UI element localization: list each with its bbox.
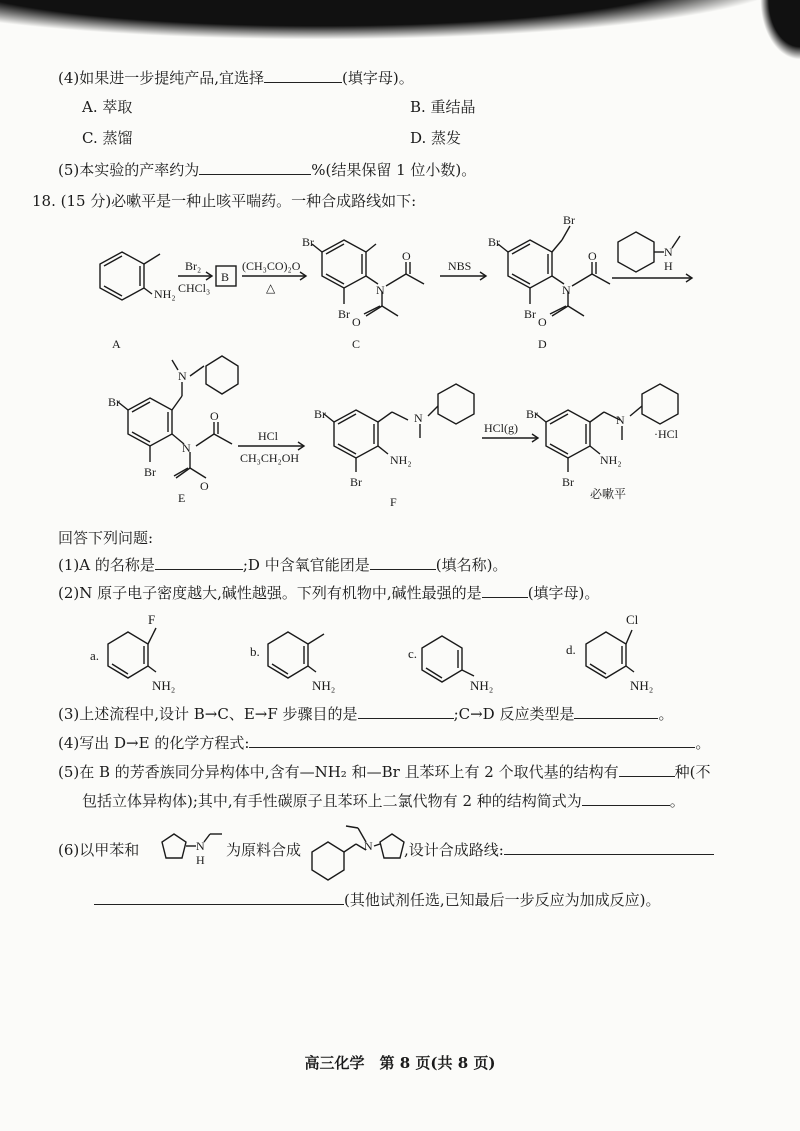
e-o-bottom: O [200, 479, 209, 493]
reagent-acetic-anhydride: (CH₃CO)₂O [242, 259, 301, 273]
reagent-amine-n: N [664, 245, 673, 259]
label-c: C [352, 337, 361, 351]
page-footer: 高三化学 第 8 页(共 8 页) [304, 1054, 496, 1072]
choice-c-nh2: NH₂ [470, 678, 494, 693]
reagent-br2: Br₂ [185, 259, 202, 273]
p6-target-structure [312, 826, 404, 880]
p-n: N [616, 413, 625, 427]
q18-part6-a: (6)以甲苯和 [58, 841, 140, 859]
e-amine-n: N [178, 369, 187, 383]
intermediate-b: B [221, 270, 230, 284]
reagent-nbs: NBS [448, 259, 472, 273]
choice-a-sub: F [148, 612, 156, 627]
reagent-amine-h: H [664, 259, 673, 273]
d-br-side: Br [563, 213, 575, 227]
choice-a-label: a. [90, 648, 100, 663]
p6-reactant-amine [162, 834, 222, 858]
choice-b-label: b. [250, 644, 260, 659]
label-e: E [178, 491, 186, 505]
reagent-ethanol: CH₃CH₂OH [240, 451, 300, 465]
reagent-chcl3: CHCl₃ [178, 281, 211, 295]
e-n: N [182, 441, 191, 455]
p6-target-n: N [364, 839, 373, 853]
reagent-hcl: HCl [258, 429, 279, 443]
q18-part6-line2: (其他试剂任选,已知最后一步反应为加成反应)。 [94, 890, 660, 910]
c-o-bottom: O [352, 315, 361, 329]
q18-part6-c: ,设计合成路线: [404, 840, 714, 860]
q18-part5-line2: 包括立体异构体);其中,有手性碳原子且苯环上二氯代物有 2 种的结构简式为 。 [82, 792, 685, 810]
q18-part6-b: 为原料合成 [226, 841, 302, 859]
q18-part1: (1)A 的名称是 ;D 中含氧官能团是 (填名称)。 [58, 556, 508, 574]
choice-c-label: c. [408, 646, 418, 661]
q4-option-a: A. 萃取 [82, 98, 133, 116]
reagent-hcl-gas: HCl(g) [484, 421, 518, 435]
label-d: D [538, 337, 547, 351]
q4-option-c: C. 蒸馏 [82, 129, 133, 147]
q4-option-d: D. 蒸发 [410, 129, 462, 147]
p-hcl: ·HCl [654, 427, 678, 441]
q18-answer-prompt: 回答下列问题: [58, 529, 154, 547]
p-nh2: NH₂ [600, 453, 622, 467]
d-o-top: O [588, 249, 597, 263]
choice-d-sub: Cl [626, 612, 639, 627]
e-br-top: Br [108, 395, 120, 409]
label-a: A [112, 337, 121, 351]
p-br-bottom: Br [562, 475, 574, 489]
q5-stem: (5)本实验的产率约为 %(结果保留 1 位小数)。 [58, 161, 477, 179]
p6-reactant-n: N [196, 839, 205, 853]
q18-part3: (3)上述流程中,设计 B→C、E→F 步骤目的是 ;C→D 反应类型是 。 [58, 705, 674, 723]
q18-part4: (4)写出 D→E 的化学方程式: 。 [58, 734, 711, 752]
reagent-heat: △ [266, 281, 276, 295]
a-nh2: NH₂ [154, 287, 176, 301]
d-br-ring: Br [488, 235, 500, 249]
f-n: N [414, 411, 423, 425]
c-o-top: O [402, 249, 411, 263]
q18-header: 18. (15 分)必嗽平是一种止咳平喘药。一种合成路线如下: [32, 192, 417, 210]
f-br-bottom: Br [350, 475, 362, 489]
choice-d-nh2: NH₂ [630, 678, 654, 693]
label-product: 必嗽平 [590, 487, 627, 501]
f-br-top: Br [314, 407, 326, 421]
d-br-bottom: Br [524, 307, 536, 321]
e-br-bottom: Br [144, 465, 156, 479]
c-n: N [376, 283, 385, 297]
e-o-top: O [210, 409, 219, 423]
q18-part5-line1: (5)在 B 的芳香族同分异构体中,含有—NH₂ 和—Br 且苯环上有 2 个取代基的结构有 种(不 [58, 763, 711, 781]
p6-blank-route-2[interactable] [94, 890, 344, 905]
c-br-bottom: Br [338, 307, 350, 321]
d-n: N [562, 283, 571, 297]
d-o-bottom: O [538, 315, 547, 329]
q4-option-b: B. 重结晶 [410, 98, 476, 116]
p6-reactant-h: H [196, 853, 205, 867]
q4-stem: (4)如果进一步提纯产品,宜选择 (填字母)。 [58, 69, 414, 87]
choice-b-nh2: NH₂ [312, 678, 336, 693]
choice-d-label: d. [566, 642, 576, 657]
c-br-top: Br [302, 235, 314, 249]
label-f: F [390, 495, 397, 509]
p-br-top: Br [526, 407, 538, 421]
choice-a-nh2: NH₂ [152, 678, 176, 693]
f-nh2: NH₂ [390, 453, 412, 467]
q18-part2: (2)N 原子电子密度越大,碱性越强。下列有机物中,碱性最强的是 (填字母)。 [58, 584, 600, 602]
